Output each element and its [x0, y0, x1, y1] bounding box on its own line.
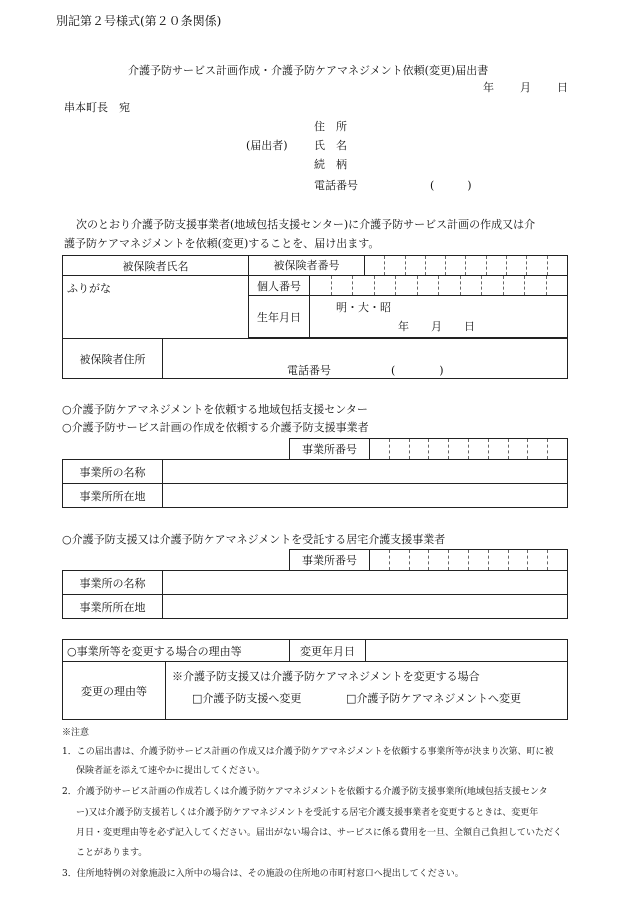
intro-line2: 護予防ケアマネジメントを依頼(変更)することを、届け出ます。 — [64, 237, 380, 250]
section1-office-address-label: 事業所所在地 — [63, 484, 163, 508]
section1-line1: ○介護予防ケアマネジメントを依頼する地域包括支援センター — [62, 403, 368, 416]
note-1a: 1．この届出書は、介護予防サービス計画の作成又は介護予防ケアマネジメントを依頼する事業所等が決まり次第、町に被 — [62, 747, 554, 757]
applicant-phone-paren: ( ) — [430, 179, 472, 192]
applicant-relation-label: 続 柄 — [314, 158, 347, 171]
date-month: 月 — [520, 81, 531, 94]
insured-phone-paren: ( ) — [391, 364, 444, 377]
section2-office-number-boxes[interactable] — [370, 550, 567, 570]
insured-phone-label: 電話番号 — [287, 364, 331, 377]
note-2d: ことがあります。 — [76, 848, 148, 858]
era-options: 明・大・昭 — [336, 301, 391, 314]
insured-address-label: 被保険者住所 — [63, 339, 163, 379]
birthdate-ymd: 年 月 日 — [398, 320, 475, 333]
section2-office-name-field[interactable] — [163, 571, 568, 595]
notes-heading: ※注意 — [62, 728, 90, 738]
intro-line1: 次のとおり介護予防支援事業者(地域包括支援センター)に介護予防サービス計画の作成又は介 — [76, 218, 536, 231]
applicant-label: (届出者) — [246, 139, 288, 152]
birthdate-label: 生年月日 — [249, 296, 310, 338]
note-2c: 月日・変更理由等を必ず記入してください。届出がない場合は、サービスに係る費用を一旦、全額自己負担していただく — [76, 828, 563, 838]
section2-line: ○介護予防支援又は介護予防ケアマネジメントを受託する居宅介護支援事業者 — [62, 533, 446, 546]
insured-address-field[interactable] — [163, 339, 568, 379]
note-2a: 2．介護予防サービス計画の作成若しくは介護予防ケアマネジメントを依頼する介護予防支援事業所(地域包括支援センタ — [62, 787, 548, 797]
furigana-label: ふりがな — [67, 282, 111, 295]
section2-office-address-field[interactable] — [163, 595, 568, 619]
form-id: 別記第２号様式(第２０条関係) — [56, 14, 222, 28]
change-note: ※介護予防支援又は介護予防ケアマネジメントを変更する場合 — [172, 670, 480, 683]
applicant-address-label: 住 所 — [314, 120, 347, 133]
section1-line2: ○介護予防サービス計画の作成を依頼する介護予防支援事業者 — [62, 421, 369, 434]
personal-number-label: 個人番号 — [249, 276, 310, 296]
insured-table — [62, 255, 568, 379]
insured-name-header: 被保険者氏名 — [63, 256, 249, 276]
change-reason-header: ○事業所等を変更する場合の理由等 — [63, 640, 290, 662]
section2-table — [62, 549, 568, 619]
section1-office-name-label: 事業所の名称 — [63, 460, 163, 484]
insured-name-field[interactable] — [63, 276, 249, 339]
insured-number-boxes[interactable] — [365, 256, 567, 275]
change-reason-field[interactable] — [166, 662, 568, 720]
personal-number-boxes[interactable] — [310, 276, 567, 295]
page-title: 介護予防サービス計画作成・介護予防ケアマネジメント依頼(変更)届出書 — [128, 64, 489, 77]
change-table — [62, 639, 568, 720]
note-1b: 保険者証を添えて速やかに提出してください。 — [76, 766, 266, 776]
change-option-support[interactable]: □介護予防支援へ変更 — [192, 692, 302, 705]
birthdate-field[interactable] — [310, 296, 568, 338]
date-day: 日 — [557, 81, 568, 94]
change-reason-label: 変更の理由等 — [63, 662, 166, 720]
addressee: 串本町長 宛 — [64, 101, 130, 114]
section2-office-address-label: 事業所所在地 — [63, 595, 163, 619]
change-option-care-management[interactable]: □介護予防ケアマネジメントへ変更 — [346, 692, 522, 705]
applicant-phone-label: 電話番号 — [314, 179, 358, 192]
section1-office-address-field[interactable] — [163, 484, 568, 508]
note-3: 3．住所地特例の対象施設に入所中の場合は、その施設の住所地の市町村窓口へ提出してください。 — [62, 869, 464, 879]
change-date-field[interactable] — [366, 640, 568, 662]
section1-office-name-field[interactable] — [163, 460, 568, 484]
section2-office-name-label: 事業所の名称 — [63, 571, 163, 595]
section2-office-number-label: 事業所番号 — [290, 550, 370, 571]
section1-office-number-label: 事業所番号 — [290, 439, 370, 460]
insured-number-header: 被保険者番号 — [249, 256, 365, 275]
section1-table — [62, 438, 568, 508]
applicant-name-label: 氏 名 — [314, 139, 347, 152]
section1-office-number-boxes[interactable] — [370, 439, 567, 459]
change-date-label: 変更年月日 — [290, 640, 366, 662]
date-year: 年 — [483, 81, 494, 94]
note-2b: ー)又は介護予防支援若しくは介護予防ケアマネジメントを受託する居宅介護支援事業者を変更するときは、変更年 — [76, 808, 539, 818]
